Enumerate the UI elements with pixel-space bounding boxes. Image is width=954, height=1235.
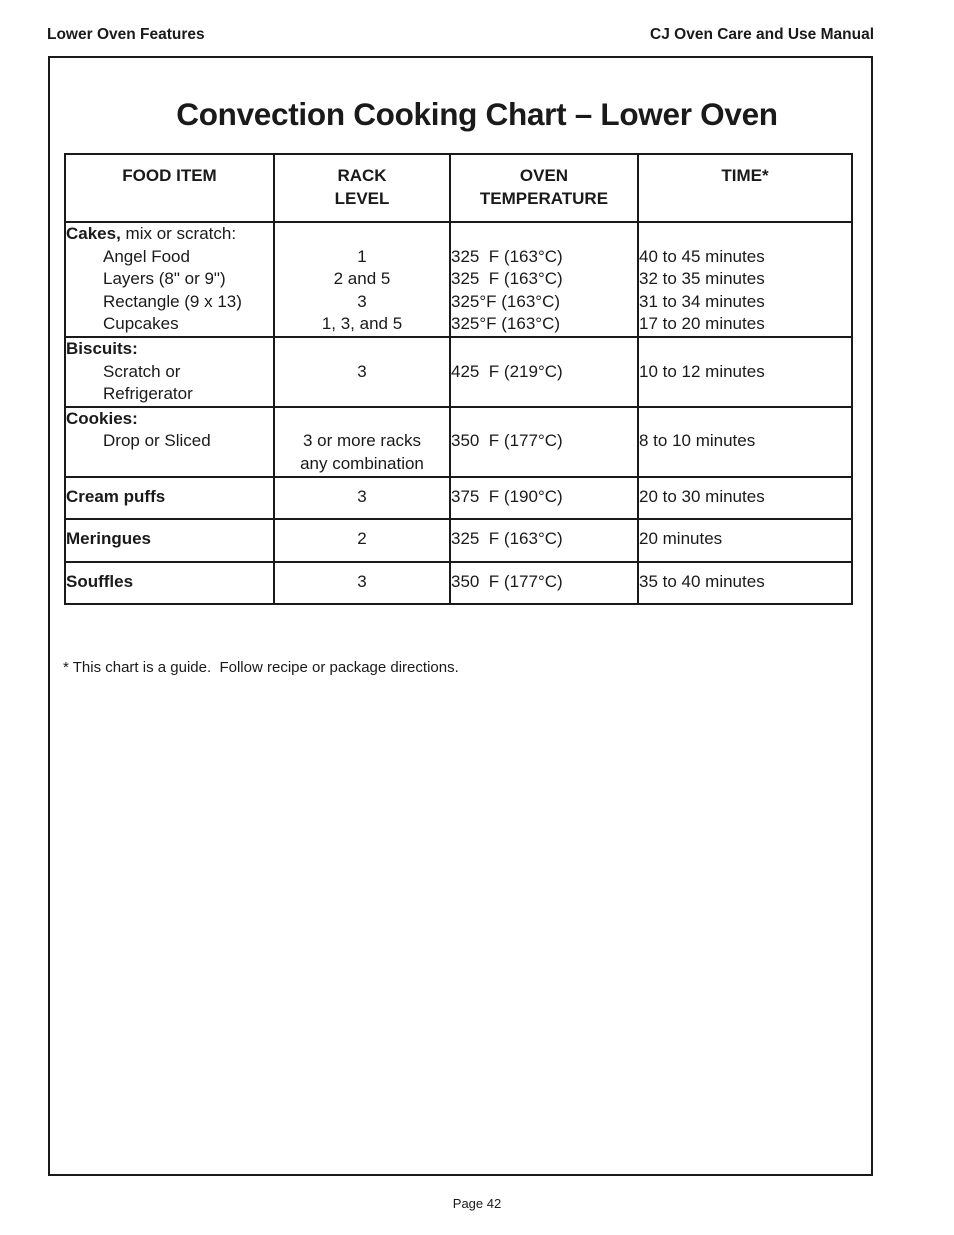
page-title: Convection Cooking Chart – Lower Oven — [176, 96, 778, 132]
cakes-temp-cell — [450, 222, 638, 337]
cakes-item: Layers (8" or 9") — [103, 269, 226, 289]
cookies-time: 8 to 10 minutes — [639, 431, 756, 451]
cream-puffs-temp: 375 F (190°C) — [450, 477, 638, 520]
cakes-desc: mix or scratch: — [120, 224, 237, 243]
header-time: TIME* — [638, 154, 852, 222]
header-temp-line2: TEMPERATURE — [479, 188, 609, 208]
cakes-rack: 2 and 5 — [333, 269, 391, 289]
header-temp-line1: OVEN — [519, 166, 569, 185]
biscuits-temp: 425 F (219°C) — [451, 361, 563, 381]
cakes-time-cell — [638, 222, 852, 337]
cakes-rack-cell — [274, 222, 450, 337]
cookies-time-cell — [638, 407, 852, 477]
meringues-rack: 2 — [274, 519, 450, 562]
souffles-time: 35 to 40 minutes — [638, 562, 852, 605]
souffles-label: Souffles — [65, 562, 274, 605]
manual-header: CJ Oven Care and Use Manual — [650, 26, 874, 43]
table-row-meringues — [65, 519, 852, 562]
table-row-cakes — [65, 222, 852, 337]
biscuits-item: Scratch or — [103, 361, 181, 381]
souffles-temp: 350 F (177°C) — [450, 562, 638, 605]
table-row-biscuits — [65, 337, 852, 407]
cakes-rack: 1, 3, and 5 — [321, 314, 403, 334]
cakes-food-cell — [65, 222, 274, 337]
cookies-temp: 350 F (177°C) — [451, 431, 563, 451]
biscuits-label: Biscuits: — [66, 338, 138, 358]
cakes-item: Angel Food — [103, 246, 190, 266]
biscuits-time-cell — [638, 337, 852, 407]
cakes-time: 31 to 34 minutes — [639, 291, 765, 311]
cakes-time: 32 to 35 minutes — [639, 269, 765, 289]
biscuits-rack: 3 — [357, 361, 367, 381]
cookies-item: Drop or Sliced — [103, 431, 211, 451]
section-header: Lower Oven Features — [47, 26, 205, 43]
header-food-item: FOOD ITEM — [65, 154, 274, 222]
header-rack-line2: LEVEL — [334, 188, 390, 208]
cakes-time: 40 to 45 minutes — [639, 246, 765, 266]
header-oven-temperature — [450, 154, 638, 222]
cookies-rack-cell — [274, 407, 450, 477]
cookies-rack-line1: 3 or more racks — [302, 431, 422, 451]
table-row-souffles — [65, 562, 852, 605]
cakes-item: Rectangle (9 x 13) — [103, 291, 242, 311]
cookies-temp-cell — [450, 407, 638, 477]
souffles-rack: 3 — [274, 562, 450, 605]
cakes-title-line — [66, 223, 273, 246]
cakes-item: Cupcakes — [103, 314, 179, 334]
cream-puffs-label: Cream puffs — [65, 477, 274, 520]
table-header-row — [65, 154, 852, 222]
header-rack-level — [274, 154, 450, 222]
cakes-label: Cakes, — [66, 224, 121, 243]
cakes-rack: 3 — [357, 291, 367, 311]
table-row-cream-puffs — [65, 477, 852, 520]
convection-chart-table — [64, 153, 853, 605]
biscuits-rack-cell — [274, 337, 450, 407]
cakes-temp: 325°F (163°C) — [451, 314, 561, 334]
page-number: Page 42 — [452, 1196, 502, 1211]
cakes-time: 17 to 20 minutes — [639, 314, 765, 334]
meringues-time: 20 minutes — [638, 519, 852, 562]
cakes-rack: 1 — [357, 246, 367, 266]
meringues-label: Meringues — [65, 519, 274, 562]
cookies-rack-line2: any combination — [300, 453, 424, 473]
biscuits-time: 10 to 12 minutes — [639, 361, 765, 381]
cakes-temp: 325 F (163°C) — [451, 269, 563, 289]
table-row-cookies — [65, 407, 852, 477]
cakes-temp: 325°F (163°C) — [451, 291, 561, 311]
meringues-temp: 325 F (163°C) — [450, 519, 638, 562]
cakes-temp: 325 F (163°C) — [451, 246, 563, 266]
header-rack-line1: RACK — [337, 166, 387, 185]
cookies-label: Cookies: — [66, 408, 138, 428]
cream-puffs-rack: 3 — [274, 477, 450, 520]
chart-footnote: * This chart is a guide. Follow recipe or package directions. — [63, 659, 459, 676]
biscuits-item: Refrigerator — [103, 384, 193, 404]
biscuits-food-cell — [65, 337, 274, 407]
biscuits-temp-cell — [450, 337, 638, 407]
cookies-food-cell — [65, 407, 274, 477]
cream-puffs-time: 20 to 30 minutes — [638, 477, 852, 520]
